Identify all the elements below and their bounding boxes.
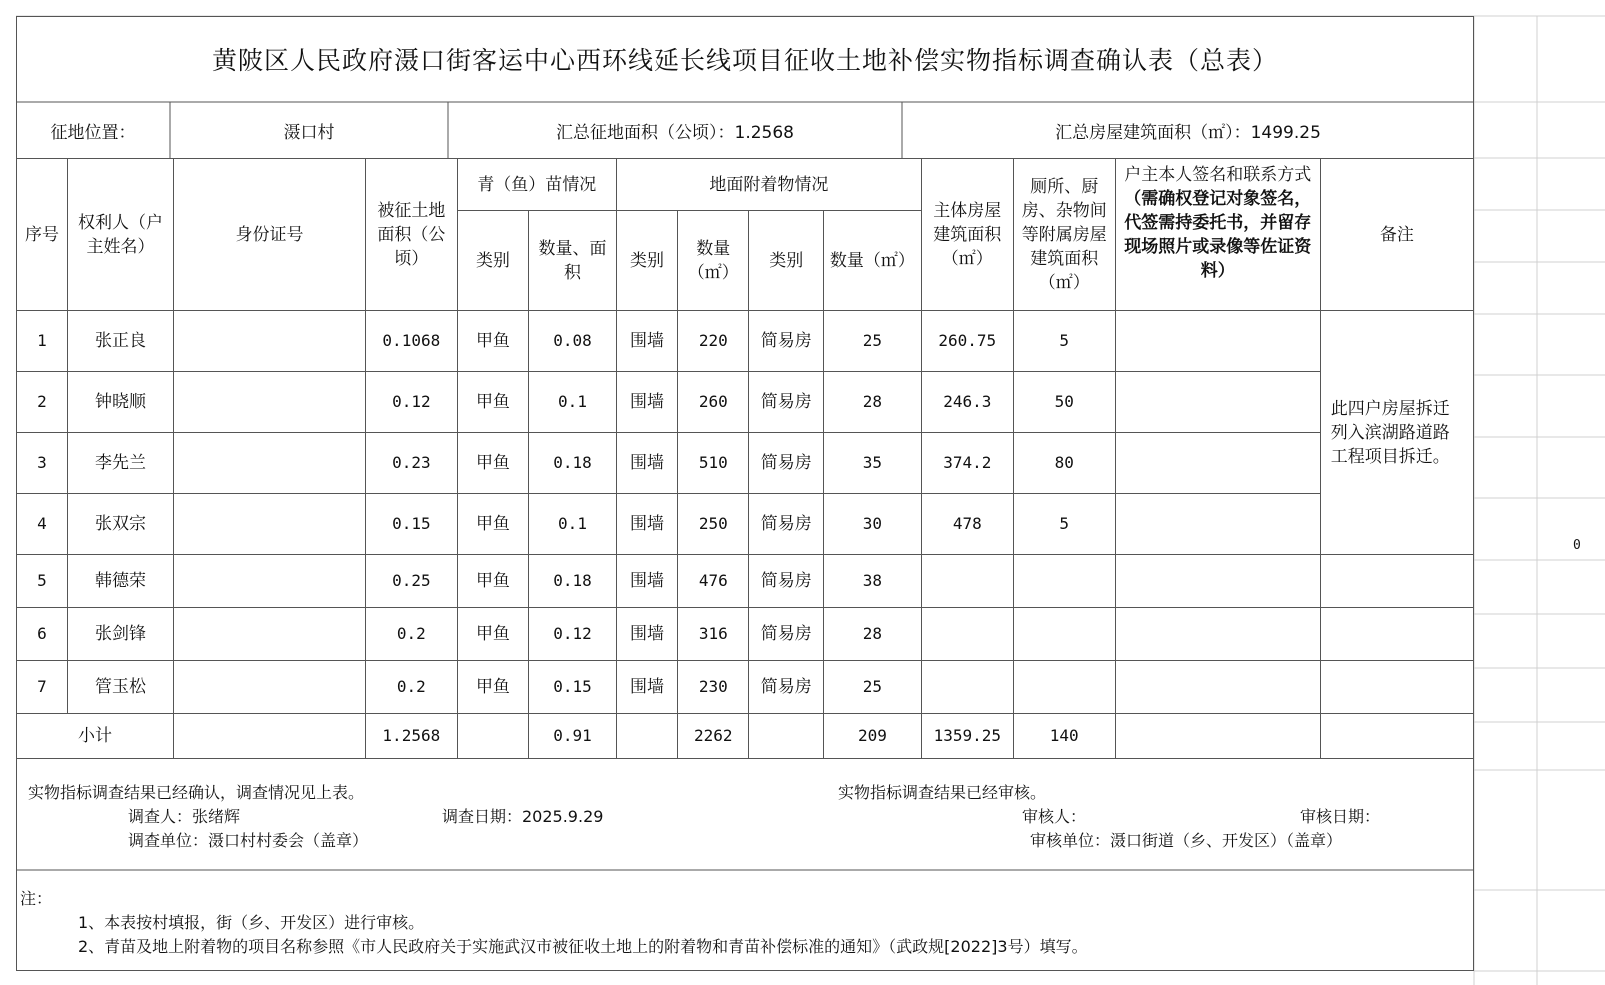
cell-signature[interactable] (1115, 433, 1320, 494)
cell-id-number (174, 494, 366, 555)
cell-attach-qty-2: 25 (823, 311, 921, 372)
header-attach-type-2: 类别 (749, 211, 823, 311)
table-row (17, 372, 1474, 433)
signature-note: （需确权登记对象签名，代签需持委托书，并留存现场照片或录像等佐证资料） (1124, 189, 1312, 281)
cell-attach-type-1: 围墙 (616, 372, 677, 433)
cell-remark: 此四户房屋拆迁列入滨湖路道路工程项目拆迁。 (1320, 311, 1473, 555)
cell-land-area: 0.23 (365, 433, 457, 494)
cell-crop-quantity: 0.15 (529, 661, 617, 714)
form-sheet (16, 16, 1474, 971)
notes-label: 注： (20, 889, 53, 908)
cell-signature[interactable] (1115, 555, 1320, 608)
cell-aux-building (1013, 608, 1115, 661)
cell-main-building (921, 555, 1013, 608)
cell-crop-quantity: 0.1 (529, 494, 617, 555)
cell-signature[interactable] (1115, 311, 1320, 372)
cell-crop-type: 甲鱼 (457, 372, 528, 433)
cell-main-building: 246.3 (921, 372, 1013, 433)
subtotal-land-area: 1.2568 (365, 714, 457, 759)
cell-land-area: 0.25 (365, 555, 457, 608)
cell-attach-qty-2: 35 (823, 433, 921, 494)
cell-aux-building: 80 (1013, 433, 1115, 494)
cell-land-area: 0.2 (365, 608, 457, 661)
cell-id-number (174, 608, 366, 661)
cell-id-number (174, 555, 366, 608)
cell-crop-type: 甲鱼 (457, 494, 528, 555)
cell-attach-qty-1: 260 (678, 372, 749, 433)
cell-crop-quantity: 0.08 (529, 311, 617, 372)
cell-attach-type-1: 围墙 (616, 433, 677, 494)
header-land-area: 被征土地面积（公顷） (365, 159, 457, 311)
notes-section (16, 872, 1474, 971)
cell-crop-type: 甲鱼 (457, 311, 528, 372)
cell-attach-type-2: 简易房 (749, 661, 823, 714)
cell-signature[interactable] (1115, 372, 1320, 433)
cell-attach-qty-2: 25 (823, 661, 921, 714)
cell-seq: 6 (17, 608, 68, 661)
subtotal-attach-qty-2: 209 (823, 714, 921, 759)
header-id-number: 身份证号 (174, 159, 366, 311)
total-land-area: 汇总征地面积（公顷）：1.2568 (556, 122, 794, 143)
subtotal-label: 小计 (17, 714, 174, 759)
cell-attach-qty-1: 250 (678, 494, 749, 555)
cell-seq: 1 (17, 311, 68, 372)
survey-confirm-text: 实物指标调查结果已经确认，调查情况见上表。 (28, 783, 365, 802)
note-item-2: 2、青苗及地上附着物的项目名称参照《市人民政府关于实施武汉市被征收土地上的附着物和青苗补偿标准的通知》（武政规[2022]3号）填写。 (78, 937, 1088, 956)
cell-owner: 张正良 (68, 311, 174, 372)
cell-attach-qty-2: 28 (823, 608, 921, 661)
cell-signature[interactable] (1115, 494, 1320, 555)
cell-land-area: 0.1068 (365, 311, 457, 372)
cell-owner: 管玉松 (68, 661, 174, 714)
cell-main-building (921, 608, 1013, 661)
subtotal-aux-building: 140 (1013, 714, 1115, 759)
cell-id-number (174, 372, 366, 433)
cell-attach-type-2: 简易房 (749, 494, 823, 555)
cell-owner: 张剑锋 (68, 608, 174, 661)
cell-main-building: 478 (921, 494, 1013, 555)
cell-seq: 7 (17, 661, 68, 714)
cell-aux-building: 5 (1013, 494, 1115, 555)
header-remark: 备注 (1320, 159, 1473, 311)
header-crop-type: 类别 (457, 211, 528, 311)
table-row (17, 661, 1474, 714)
subtotal-attach-type-1 (616, 714, 677, 759)
reviewer: 审核人： (1022, 807, 1087, 826)
cell-owner: 韩德荣 (68, 555, 174, 608)
cell-crop-type: 甲鱼 (457, 555, 528, 608)
cell-aux-building (1013, 555, 1115, 608)
header-attachments-group: 地面附着物情况 (616, 159, 921, 211)
cell-remark (1320, 661, 1473, 714)
cell-signature[interactable] (1115, 608, 1320, 661)
subtotal-remark (1320, 714, 1473, 759)
cell-crop-quantity: 0.12 (529, 608, 617, 661)
cell-attach-type-2: 简易房 (749, 608, 823, 661)
cell-aux-building (1013, 661, 1115, 714)
cell-id-number (174, 433, 366, 494)
header-crop-quantity: 数量、面积 (529, 211, 617, 311)
cell-land-area: 0.2 (365, 661, 457, 714)
header-attach-qty-2: 数量（㎡） (823, 211, 921, 311)
cell-id-number (174, 661, 366, 714)
cell-seq: 3 (17, 433, 68, 494)
cell-crop-quantity: 0.1 (529, 372, 617, 433)
header-crops-group: 青（鱼）苗情况 (457, 159, 616, 211)
cell-attach-type-1: 围墙 (616, 311, 677, 372)
cell-attach-type-1: 围墙 (616, 555, 677, 608)
cell-crop-type: 甲鱼 (457, 661, 528, 714)
survey-date: 调查日期：2025.9.29 (442, 807, 604, 826)
location-value: 滠口村 (283, 122, 335, 143)
footer-section (16, 758, 1474, 870)
cell-attach-qty-1: 220 (678, 311, 749, 372)
cell-owner: 李先兰 (68, 433, 174, 494)
header-aux-building: 厕所、厨房、杂物间等附属房屋建筑面积（㎡） (1013, 159, 1115, 311)
compensation-table (16, 158, 1474, 759)
header-attach-qty-1: 数量（㎡） (678, 211, 749, 311)
cell-attach-type-2: 简易房 (749, 372, 823, 433)
header-seq: 序号 (17, 159, 68, 311)
total-building-area: 汇总房屋建筑面积（㎡）：1499.25 (1055, 122, 1321, 143)
cell-attach-type-2: 简易房 (749, 311, 823, 372)
cell-attach-qty-2: 38 (823, 555, 921, 608)
cell-attach-type-1: 围墙 (616, 661, 677, 714)
subtotal-crop-type (457, 714, 528, 759)
subtotal-attach-type-2 (749, 714, 823, 759)
cell-land-area: 0.12 (365, 372, 457, 433)
header-row-1 (17, 159, 1474, 211)
cell-attach-type-2: 简易房 (749, 555, 823, 608)
cell-attach-type-1: 围墙 (616, 608, 677, 661)
cell-signature[interactable] (1115, 661, 1320, 714)
review-done-text: 实物指标调查结果已经审核。 (838, 783, 1047, 802)
cell-owner: 张双宗 (68, 494, 174, 555)
cell-seq: 4 (17, 494, 68, 555)
subtotal-crop-quantity: 0.91 (529, 714, 617, 759)
table-row (17, 311, 1474, 372)
subtotal-signature (1115, 714, 1320, 759)
review-unit: 审核单位：滠口街道（乡、开发区）（盖章） (1030, 831, 1343, 850)
cell-land-area: 0.15 (365, 494, 457, 555)
header-signature (1115, 159, 1320, 311)
cell-attach-qty-1: 510 (678, 433, 749, 494)
cell-aux-building: 5 (1013, 311, 1115, 372)
cell-seq: 2 (17, 372, 68, 433)
signature-title: 户主本人签名和联系方式 (1124, 165, 1312, 185)
cell-remark (1320, 608, 1473, 661)
stray-cell-value: 0 (1573, 538, 1581, 553)
cell-main-building: 260.75 (921, 311, 1013, 372)
cell-main-building (921, 661, 1013, 714)
subtotal-attach-qty-1: 2262 (678, 714, 749, 759)
header-owner: 权利人（户主姓名） (68, 159, 174, 311)
surveyor: 调查人：张绪辉 (128, 807, 241, 826)
cell-attach-type-2: 简易房 (749, 433, 823, 494)
location-label: 征地位置： (50, 122, 136, 143)
cell-remark (1320, 555, 1473, 608)
cell-seq: 5 (17, 555, 68, 608)
header-main-building: 主体房屋建筑面积（㎡） (921, 159, 1013, 311)
cell-attach-qty-2: 28 (823, 372, 921, 433)
cell-crop-quantity: 0.18 (529, 555, 617, 608)
survey-unit: 调查单位：滠口村村委会（盖章） (128, 831, 369, 850)
cell-attach-qty-1: 316 (678, 608, 749, 661)
cell-crop-type: 甲鱼 (457, 608, 528, 661)
subtotal-main-building: 1359.25 (921, 714, 1013, 759)
page-title: 黄陂区人民政府滠口街客运中心西环线延长线项目征收土地补偿实物指标调查确认表（总表） (211, 46, 1278, 75)
cell-aux-building: 50 (1013, 372, 1115, 433)
table-row (17, 555, 1474, 608)
cell-attach-qty-1: 476 (678, 555, 749, 608)
note-item-1: 1、本表按村填报，街（乡、开发区）进行审核。 (78, 913, 425, 932)
cell-crop-type: 甲鱼 (457, 433, 528, 494)
header-attach-type-1: 类别 (616, 211, 677, 311)
cell-crop-quantity: 0.18 (529, 433, 617, 494)
cell-attach-qty-1: 230 (678, 661, 749, 714)
subtotal-row (17, 714, 1474, 759)
table-row (17, 433, 1474, 494)
cell-id-number (174, 311, 366, 372)
table-row (17, 608, 1474, 661)
cell-attach-type-1: 围墙 (616, 494, 677, 555)
cell-main-building: 374.2 (921, 433, 1013, 494)
review-date: 审核日期： (1300, 807, 1381, 826)
cell-attach-qty-2: 30 (823, 494, 921, 555)
table-row (17, 494, 1474, 555)
subtotal-id-number (174, 714, 366, 759)
summary-row (16, 102, 1474, 158)
cell-owner: 钟晓顺 (68, 372, 174, 433)
